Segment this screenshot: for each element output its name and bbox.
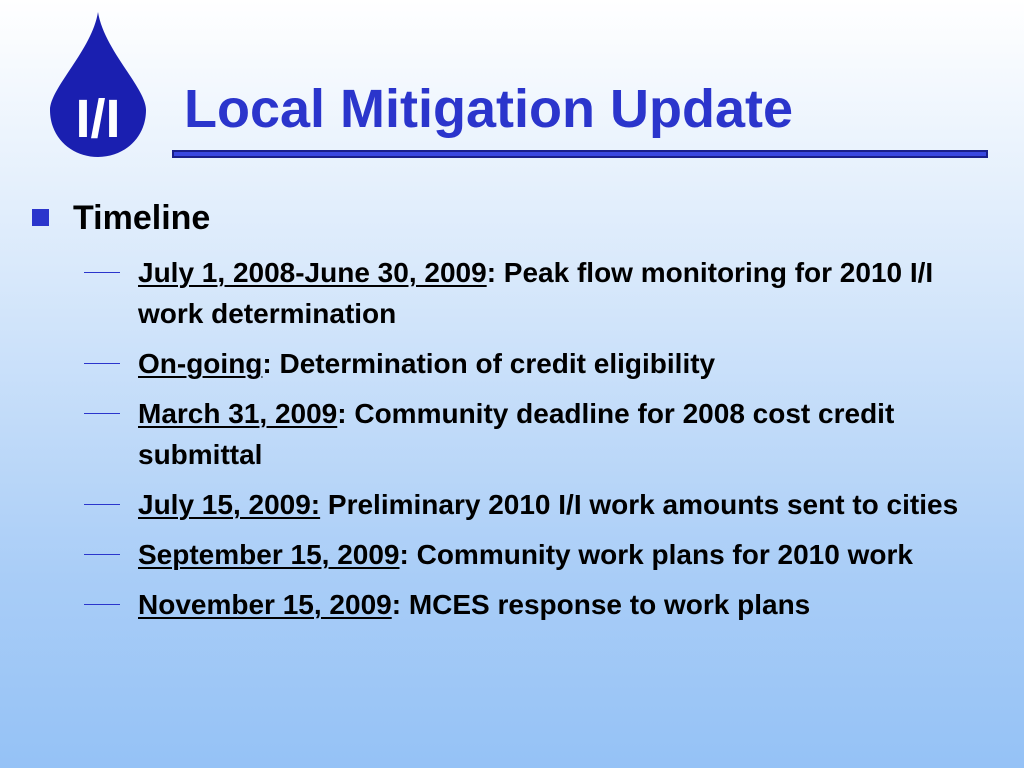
slide-title: Local Mitigation Update — [184, 79, 794, 139]
timeline-item-text — [138, 484, 1003, 525]
dash-bullet-icon — [84, 363, 120, 364]
timeline-item — [84, 343, 1009, 384]
timeline-separator: : — [262, 348, 272, 379]
timeline-item — [84, 534, 1009, 575]
timeline-description: MCES response to work plans — [401, 589, 811, 620]
timeline-heading: Timeline — [73, 199, 211, 237]
timeline-item — [84, 484, 1009, 525]
timeline-description: Peak flow monitoring for 2010 I/I work determination — [138, 257, 934, 329]
timeline-bullet — [32, 198, 210, 238]
timeline-date: July 15, 2009: — [138, 489, 321, 520]
dash-bullet-icon — [84, 413, 120, 414]
dash-bullet-icon — [84, 554, 120, 555]
timeline-description: Determination of credit eligibility — [271, 348, 716, 379]
timeline-date: On-going — [138, 348, 263, 379]
timeline-item-text — [138, 252, 1003, 334]
timeline-separator: : — [399, 539, 409, 570]
timeline-separator: : — [486, 257, 497, 288]
timeline-item — [84, 252, 1009, 334]
timeline-list — [84, 252, 1009, 634]
water-drop-logo-icon — [48, 10, 148, 158]
square-bullet-icon — [32, 209, 49, 226]
timeline-description: Community deadline for 2008 cost credit submittal — [138, 398, 895, 470]
title-underline-divider — [172, 150, 988, 158]
timeline-item — [84, 584, 1009, 625]
timeline-item — [84, 393, 1009, 475]
dash-bullet-icon — [84, 272, 120, 273]
timeline-item-text — [138, 393, 1003, 475]
dash-bullet-icon — [84, 604, 120, 605]
timeline-separator: : — [391, 589, 402, 620]
timeline-item-text — [138, 343, 1003, 384]
timeline-separator: : — [337, 398, 347, 429]
timeline-date: July 1, 2008-June 30, 2009 — [138, 257, 487, 288]
timeline-item-text — [138, 534, 1003, 575]
timeline-date: March 31, 2009 — [138, 398, 338, 429]
timeline-date: November 15, 2009 — [138, 589, 392, 620]
dash-bullet-icon — [84, 504, 120, 505]
timeline-description: Preliminary 2010 I/I work amounts sent to cities — [320, 489, 959, 520]
timeline-description: Community work plans for 2010 work — [408, 539, 913, 570]
timeline-date: September 15, 2009 — [138, 539, 400, 570]
timeline-item-text — [138, 584, 1003, 625]
logo-text: I/I — [75, 89, 121, 149]
